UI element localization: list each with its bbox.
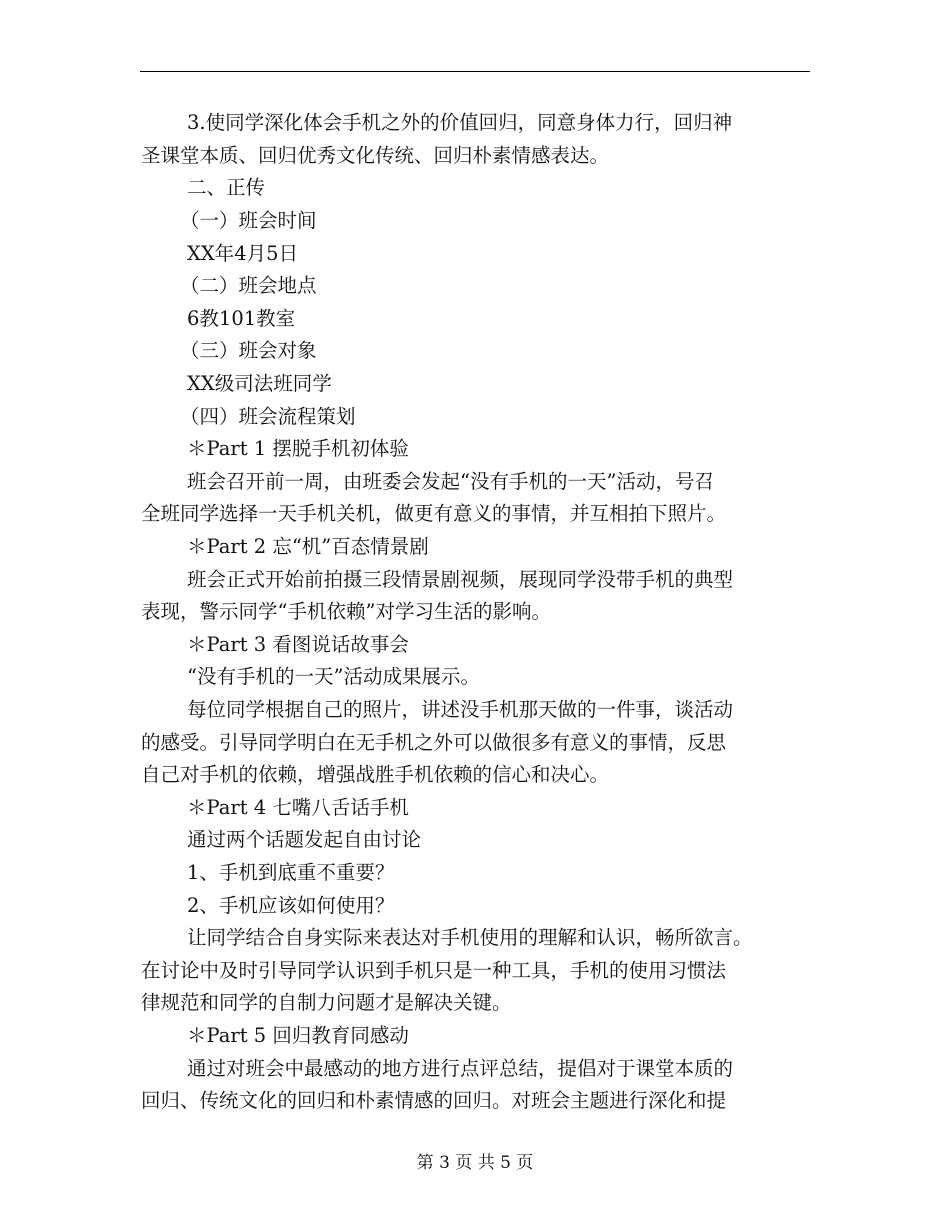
part-heading: ＊Part 1 摆脱手机初体验: [187, 437, 409, 460]
text-line: 在讨论中及时引导同学认识到手机只是一种工具，手机的使用习惯法: [141, 959, 727, 982]
list-item: 2、手机应该如何使用？: [187, 894, 395, 917]
text-line: 通过对班会中最感动的地方进行点评总结，提倡对于课堂本质的: [187, 1057, 734, 1080]
text-line: 3.使同学深化体会手机之外的价值回归，同意身体力行，回归神: [187, 111, 733, 134]
text-line: 的感受。引导同学明白在无手机之外可以做很多有意义的事情，反思: [141, 731, 727, 754]
subsection-heading: （四）班会流程策划: [180, 405, 356, 428]
subsection-heading: （二）班会地点: [180, 274, 317, 297]
part-heading: ＊Part 4 七嘴八舌话手机: [187, 796, 409, 819]
subsection-heading: （一）班会时间: [180, 209, 317, 232]
text-line: 每位同学根据自己的照片，讲述没手机那天做的一件事，谈活动: [187, 698, 734, 721]
text-line: 班会正式开始前拍摄三段情景剧视频，展现同学没带手机的典型: [187, 568, 734, 591]
text-line: 表现，警示同学“手机依赖”对学习生活的影响。: [141, 600, 551, 623]
text-line: 全班同学选择一天手机关机，做更有意义的事情，并互相拍下照片。: [141, 502, 727, 525]
text-line: 6教101教室: [187, 307, 296, 330]
part-heading: ＊Part 3 看图说话故事会: [187, 633, 409, 656]
part-heading: ＊Part 2 忘“机”百态情景剧: [187, 535, 429, 558]
text-line: “没有手机的一天”活动成果展示。: [187, 665, 480, 688]
text-line: 通过两个话题发起自由讨论: [187, 828, 422, 851]
text-line: 回归、传统文化的回归和朴素情感的回归。对班会主题进行深化和提: [141, 1089, 727, 1112]
text-line: 让同学结合自身实际来表达对手机使用的理解和认识，畅所欲言。: [187, 926, 753, 949]
page-number: 第 3 页 共 5 页: [416, 1153, 534, 1173]
text-line: 自己对手机的依赖，增强战胜手机依赖的信心和决心。: [141, 763, 610, 786]
text-line: 律规范和同学的自制力问题才是解决关键。: [141, 991, 512, 1014]
header-rule: [140, 71, 810, 72]
list-item: 1、手机到底重不重要？: [187, 861, 395, 884]
text-line: XX级司法班同学: [187, 372, 332, 395]
subsection-heading: （三）班会对象: [180, 339, 317, 362]
text-line: 班会召开前一周，由班委会发起“没有手机的一天”活动，号召: [187, 470, 714, 493]
text-line: 圣课堂本质、回归优秀文化传统、回归朴素情感表达。: [141, 144, 610, 167]
section-heading: 二、正传: [187, 176, 266, 199]
part-heading: ＊Part 5 回归教育同感动: [187, 1024, 409, 1047]
text-line: XX年4月5日: [187, 242, 299, 265]
